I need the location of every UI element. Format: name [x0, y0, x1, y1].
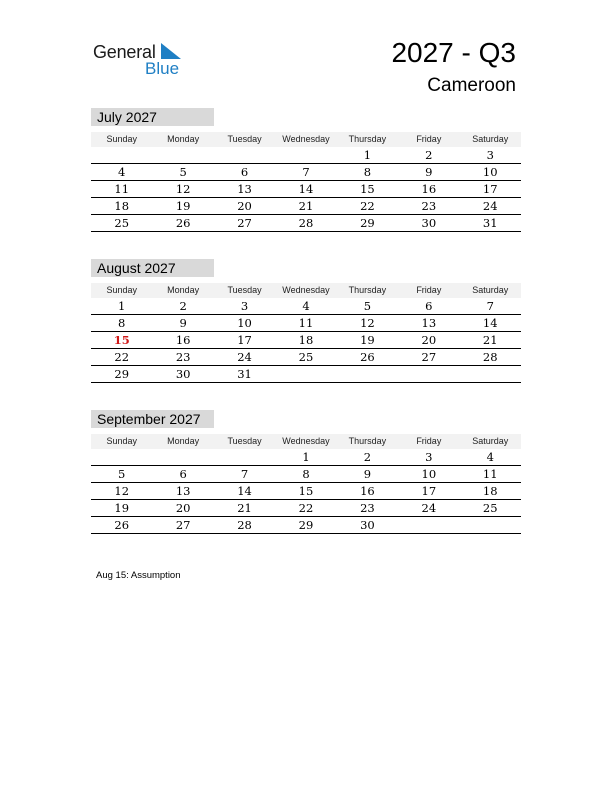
weekday-label: Friday [416, 134, 442, 144]
weekday-label: Sunday [106, 436, 137, 446]
day-cell: 3 [240, 299, 249, 313]
day-cell: 24 [482, 199, 498, 213]
weekday-label: Tuesday [227, 285, 262, 295]
month-grid [91, 434, 521, 534]
month-title: July 2027 [91, 108, 214, 126]
day-cell: 28 [298, 216, 314, 230]
day-cell: 6 [179, 467, 187, 481]
empty-day-cell [152, 147, 213, 163]
day-cell: 10 [237, 316, 252, 330]
day-cell: 23 [175, 350, 191, 364]
empty-day-cell [337, 366, 398, 382]
weekday-label: Saturday [472, 436, 509, 446]
day-cell: 30 [421, 216, 437, 230]
day-cell: 19 [175, 199, 191, 213]
day-cell: 29 [360, 216, 375, 230]
day-cell: 24 [237, 350, 252, 364]
day-cell: 26 [360, 350, 375, 364]
day-cell: 22 [114, 350, 130, 364]
empty-day-cell [214, 147, 275, 163]
day-cell: 23 [421, 199, 437, 213]
day-cell: 5 [179, 165, 187, 179]
day-cell: 26 [114, 518, 130, 532]
day-cell: 5 [118, 467, 126, 481]
weekday-label: Sunday [106, 134, 137, 144]
day-cell: 1 [118, 299, 126, 313]
week-row [91, 500, 521, 517]
day-cell: 27 [175, 518, 191, 532]
day-cell: 2 [425, 148, 433, 162]
day-cell: 2 [179, 299, 187, 313]
weekday-label: Thursday [348, 436, 387, 446]
day-cell: 11 [114, 182, 130, 196]
day-cell: 18 [482, 484, 498, 498]
week-row [91, 164, 521, 181]
day-cell: 4 [118, 165, 126, 179]
day-cell: 8 [302, 467, 310, 481]
day-cell: 25 [298, 350, 314, 364]
page-title: 2027 - Q3 [391, 37, 516, 68]
day-cell: 23 [360, 501, 375, 515]
week-row [91, 315, 521, 332]
day-cell: 11 [298, 316, 314, 330]
weekday-label: Thursday [348, 134, 387, 144]
day-cell: 19 [360, 333, 375, 347]
day-cell: 6 [425, 299, 433, 313]
weekday-label: Wednesday [282, 134, 330, 144]
weekday-label: Wednesday [282, 436, 330, 446]
day-cell: 2 [363, 450, 372, 464]
day-cell: 20 [175, 501, 191, 515]
day-cell: 9 [363, 467, 372, 481]
day-cell: 13 [421, 316, 437, 330]
day-cell: 20 [421, 333, 437, 347]
week-row [91, 298, 521, 315]
day-cell: 14 [482, 316, 498, 330]
month-block-august [91, 259, 521, 383]
day-cell: 21 [482, 333, 498, 347]
day-cell: 3 [425, 450, 433, 464]
weekday-header-row [91, 434, 521, 449]
empty-day-cell [91, 449, 152, 465]
day-cell: 8 [363, 165, 372, 179]
day-cell: 21 [298, 199, 314, 213]
country-name: Cameroon [427, 75, 516, 96]
empty-day-cell [91, 147, 152, 163]
weekday-label: Wednesday [282, 285, 330, 295]
week-row [91, 466, 521, 483]
day-cell: 4 [486, 450, 494, 464]
week-row [91, 215, 521, 232]
day-cell: 12 [360, 316, 375, 330]
empty-day-cell [460, 517, 521, 533]
week-row [91, 517, 521, 534]
empty-day-cell [152, 449, 213, 465]
day-cell: 30 [175, 367, 191, 381]
day-cell: 31 [237, 367, 252, 381]
logo-triangle-icon [161, 43, 181, 59]
day-cell: 6 [240, 165, 249, 179]
day-cell: 12 [114, 484, 130, 498]
day-cell: 10 [421, 467, 437, 481]
day-cell: 30 [360, 518, 375, 532]
weekday-label: Thursday [348, 285, 387, 295]
empty-day-cell [214, 449, 275, 465]
day-cell: 7 [240, 467, 249, 481]
day-cell: 15 [360, 182, 375, 196]
day-cell: 18 [298, 333, 314, 347]
day-cell: 25 [114, 216, 130, 230]
empty-day-cell [275, 366, 336, 382]
day-cell: 3 [486, 148, 494, 162]
day-cell: 8 [118, 316, 126, 330]
weekday-label: Tuesday [227, 134, 262, 144]
day-cell: 9 [179, 316, 187, 330]
week-row [91, 147, 521, 164]
day-cell: 20 [237, 199, 252, 213]
day-cell: 16 [360, 484, 375, 498]
day-cell: 9 [425, 165, 433, 179]
week-row [91, 349, 521, 366]
day-cell: 10 [482, 165, 498, 179]
weekday-label: Monday [167, 436, 200, 446]
holiday-note: Aug 15: Assumption [96, 570, 181, 581]
day-cell: 18 [114, 199, 130, 213]
day-cell: 13 [175, 484, 191, 498]
weekday-header-row [91, 132, 521, 147]
day-cell: 1 [302, 450, 310, 464]
generalblue-logo [93, 40, 193, 80]
day-cell: 29 [298, 518, 314, 532]
week-row [91, 181, 521, 198]
week-row [91, 332, 521, 349]
day-cell: 27 [237, 216, 252, 230]
day-cell: 17 [482, 182, 498, 196]
month-block-july [91, 108, 521, 232]
day-cell: 7 [486, 299, 494, 313]
empty-day-cell [398, 366, 459, 382]
day-cell: 22 [298, 501, 314, 515]
weekday-label: Tuesday [227, 436, 262, 446]
week-row [91, 449, 521, 466]
holiday-notes [96, 570, 181, 581]
empty-day-cell [460, 366, 521, 382]
day-cell: 15 [298, 484, 314, 498]
day-cell: 22 [360, 199, 375, 213]
logo-text-blue: Blue [145, 59, 180, 78]
weekday-label: Sunday [106, 285, 137, 295]
day-cell: 25 [482, 501, 498, 515]
day-cell: 14 [237, 484, 252, 498]
month-title: September 2027 [91, 410, 214, 428]
day-cell: 7 [302, 165, 310, 179]
day-cell: 1 [363, 148, 372, 162]
day-cell: 31 [482, 216, 498, 230]
day-cell: 17 [237, 333, 252, 347]
day-cell: 5 [363, 299, 372, 313]
day-cell: 14 [298, 182, 314, 196]
weekday-label: Friday [416, 436, 442, 446]
day-cell: 24 [421, 501, 437, 515]
day-cell: 21 [237, 501, 252, 515]
month-title: August 2027 [91, 259, 214, 277]
day-cell: 15 [113, 333, 130, 347]
weekday-label: Saturday [472, 285, 509, 295]
day-cell: 28 [482, 350, 498, 364]
day-cell: 26 [175, 216, 191, 230]
week-row [91, 366, 521, 383]
empty-day-cell [275, 147, 336, 163]
day-cell: 16 [421, 182, 437, 196]
weekday-label: Monday [167, 134, 200, 144]
weekday-label: Saturday [472, 134, 509, 144]
day-cell: 17 [421, 484, 437, 498]
weekday-label: Monday [167, 285, 200, 295]
day-cell: 29 [114, 367, 130, 381]
weekday-label: Friday [416, 285, 442, 295]
day-cell: 16 [175, 333, 191, 347]
month-block-september [91, 410, 521, 534]
weekday-header-row [91, 283, 521, 298]
day-cell: 12 [175, 182, 191, 196]
week-row [91, 198, 521, 215]
day-cell: 27 [421, 350, 437, 364]
day-cell: 13 [237, 182, 252, 196]
day-cell: 11 [482, 467, 498, 481]
day-cell: 4 [302, 299, 310, 313]
day-cell: 28 [237, 518, 252, 532]
day-cell: 19 [114, 501, 130, 515]
month-grid [91, 283, 521, 383]
week-row [91, 483, 521, 500]
month-grid [91, 132, 521, 232]
logo-text-general: General [93, 42, 156, 62]
empty-day-cell [398, 517, 459, 533]
